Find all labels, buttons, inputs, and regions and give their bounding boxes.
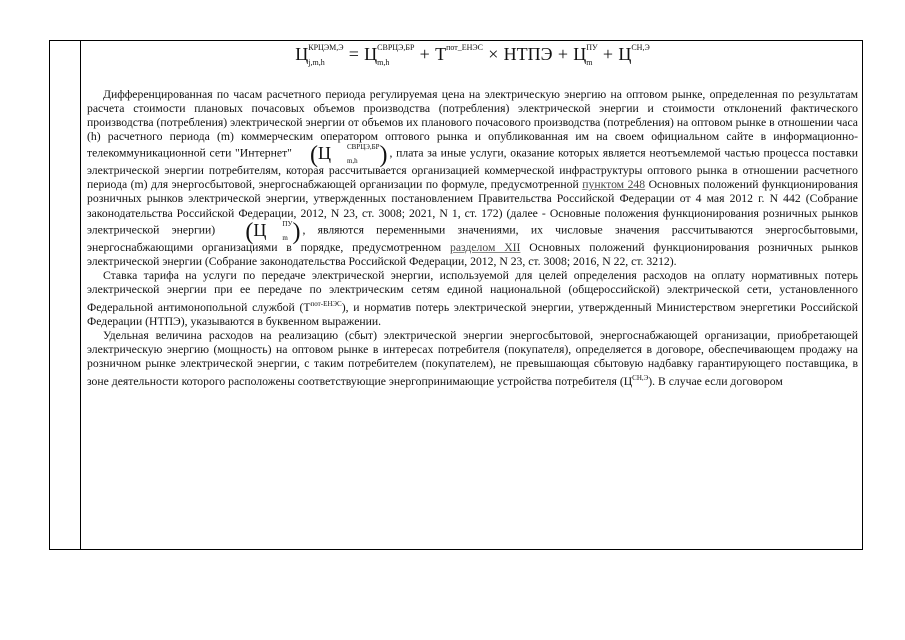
inline-formula-symbol: Ц xyxy=(317,143,331,164)
formula-term1-sup: СВРЦЭ,БР xyxy=(377,43,415,53)
formula-term2-sup: пот_ЕНЭС xyxy=(446,43,484,53)
inline-formula-pu: (Ц ПУ m ) xyxy=(245,218,301,245)
formula-equals: = xyxy=(348,44,359,64)
formula-term3: НТПЭ xyxy=(503,44,553,64)
paragraph-3 xyxy=(87,329,858,389)
formula-plus: + xyxy=(419,44,430,64)
paragraph-1-text-b: , плата за иные услуги, оказание которых является неотъемлемой частью процесса поставки электрической энергии потребителям, которая рассчитывается организацией коммерческой инфраструктуры оптового рынка в отношении расчетного периода (m) для энергосбытовой, энергоснабжающей организации по формуле, предусмотренной xyxy=(87,147,859,192)
paragraph-1-text-c: Основных положений функционирования розничных рынков электрической энергии, утвержденных постановлением Правительства Российской Федерации от 4 мая 2012 г. N 442 (Собрание законодательства Российской Федерации, 2012, N 23, ст. 3008; 2021, N 1, ст. 172) (далее - Основные положения функционирования розничных рынков электрической энергии) xyxy=(87,178,859,237)
inline-formula-sub: m xyxy=(282,233,288,242)
formula-term4: Ц xyxy=(573,44,587,64)
paragraph-2 xyxy=(87,269,858,329)
formula-term4-sub: m xyxy=(586,58,593,68)
formula-term1: Ц xyxy=(364,44,378,64)
paragraph-3-text-b: ). В случае если договором xyxy=(648,375,783,389)
formula-term1-sub: m,h xyxy=(377,58,390,68)
inline-formula-svrce: (Ц СВРЦЭ,БР m,h ) xyxy=(309,142,388,169)
formula-term2: Т xyxy=(435,44,447,64)
inline-formula-sup: СВРЦЭ,БР xyxy=(346,143,380,152)
column-divider xyxy=(80,41,81,549)
paragraph-3-sup: СН,Э xyxy=(632,374,649,383)
formula-term5: Ц xyxy=(618,44,632,64)
formula-plus: + xyxy=(602,44,614,64)
formula-lhs: Ц xyxy=(295,44,309,64)
formula-term5-sup: СН,Э xyxy=(631,43,650,53)
main-formula xyxy=(87,41,858,78)
inline-formula-sup: ПУ xyxy=(282,219,293,228)
inline-formula-sub: m,h xyxy=(346,157,358,166)
formula-term4-sup: ПУ xyxy=(586,43,598,53)
formula-plus: + xyxy=(557,44,568,64)
table-cell-content xyxy=(87,41,858,389)
paragraph-1-text-a: Дифференцированная по часам расчетного периода регулируемая цена на электрическую энергию на оптовом рынке, определенная по результатам расчета стоимости плановых почасовых объемов производства (потребления) электрической энергии и стоимости отклонений фактического производства (потребления) электрической энергии от объемов их планового почасового производства (потребления) на оптовом рынке в отношении часа (h) расчетного периода (m) коммерческим оператором оптового рынка и опубликованная им на своем официальном сайте в информационно-телекоммуникационной сети "Интернет" xyxy=(87,88,858,160)
inline-formula-symbol: Ц xyxy=(253,219,267,240)
paragraph-2-text-b: ), и норматив потерь электрической энергии, утвержденный Министерством энергетики Российской Федерации (НТПЭ), указываются в буквенном выражении. xyxy=(87,300,858,328)
paragraph-2-text-a: Ставка тарифа на услуги по передаче электрической энергии, используемой для целей определения расходов на оплату нормативных потерь электрической энергии при ее передаче по электрическим сетям единой национальной (общероссийской) электрической сети, установленного Федеральной антимонопольной службой (Т xyxy=(87,268,858,314)
paragraph-1 xyxy=(87,88,858,269)
formula-lhs-sup: КРЦЭМ,Э xyxy=(308,43,344,53)
paragraph-3-text-a: Удельная величина расходов на реализацию (сбыт) электрической энергии энергосбытовой, энергоснабжающей организации, приобретающей электрическую энергию (мощность) на оптовом рынке в интересах потребителя (покупателя), определяется в договоре, обеспечивающем продажу на розничном рынке электрической энергии, с таким потребителем (покупателем), не превышающая сбытовую надбавку гарантирующего поставщика, в зоне деятельности которого расположены соответствующие энергопринимающие устройства потребителя (Ц xyxy=(87,328,858,389)
document-table xyxy=(49,40,863,550)
paragraph-1-text-d: , являются переменными значениями, их числовые значения рассчитываются энергосбытовыми, энергоснабжающими организациями в порядке, предусмотренном xyxy=(87,223,859,254)
formula-lhs-sub: j,m,h xyxy=(308,58,325,68)
link-punkt-248[interactable]: пунктом 248 xyxy=(582,178,646,192)
paragraph-1-text-e: Основных положений функционирования розничных рынков электрической энергии (Собрание законодательства Российской Федерации, 2012, N 23, ст. 3008; 2016, N 22, ст. 3212). xyxy=(87,240,858,268)
formula-times: × xyxy=(488,44,499,64)
paragraph-2-sup: пот-ЕНЭС xyxy=(310,299,342,308)
link-razdel-xii[interactable]: разделом XII xyxy=(449,240,521,254)
